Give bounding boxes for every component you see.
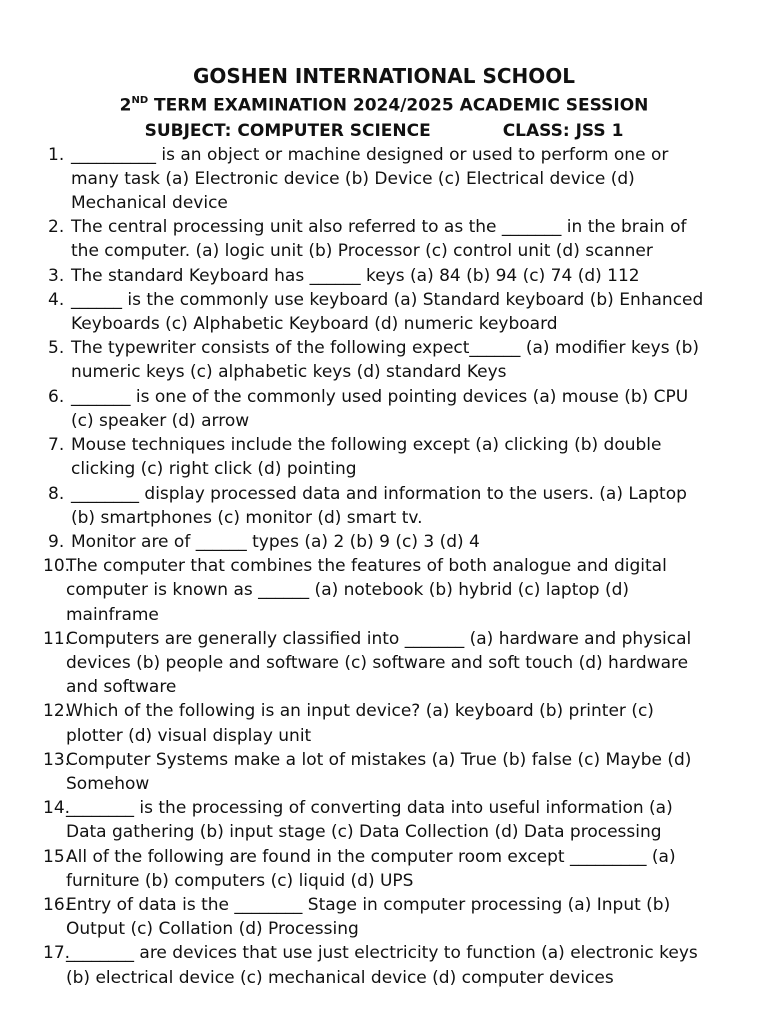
question-item	[0, 215, 768, 263]
term-suffix: ND	[131, 95, 149, 106]
question-text: Computer Systems make a lot of mistakes (a) True (b) false (c) Maybe (d) Somehow	[66, 749, 692, 794]
question-number: 10.	[43, 556, 71, 577]
question-number: 17.	[43, 943, 71, 964]
subject-class-row	[0, 119, 768, 143]
question-number: 13.	[43, 749, 71, 770]
question-text: ________ display processed data and information to the users. (a) Laptop (b) smartphones (c) monitor (d) smart tv.	[71, 483, 687, 528]
question-item	[0, 748, 768, 796]
question-number: 8.	[48, 483, 65, 504]
question-item	[0, 530, 768, 554]
question-text: Mouse techniques include the following except (a) clicking (b) double clicking (c) right click (d) pointing	[71, 435, 662, 480]
question-number: 2.	[48, 217, 65, 238]
question-text: Computers are generally classified into _______ (a) hardware and physical devices (b) people and software (c) software and soft touch (d) hardware and software	[66, 628, 692, 698]
question-item	[0, 796, 768, 844]
question-item	[0, 482, 768, 530]
question-item	[0, 554, 768, 627]
question-item	[0, 264, 768, 288]
question-number: 11.	[43, 628, 71, 649]
term-rest: TERM EXAMINATION 2024/2025 ACADEMIC SESSION	[148, 95, 649, 116]
question-text: The standard Keyboard has ______ keys (a) 84 (b) 94 (c) 74 (d) 112	[71, 265, 640, 286]
question-number: 5.	[48, 338, 65, 359]
question-text: _______ is one of the commonly used pointing devices (a) mouse (b) CPU (c) speaker (d) arrow	[71, 386, 689, 431]
question-item	[0, 699, 768, 747]
question-number: 15.	[43, 846, 71, 867]
question-item	[0, 845, 768, 893]
exam-title	[0, 89, 768, 119]
question-number: 12.	[43, 701, 71, 722]
question-number: 3.	[48, 265, 65, 286]
question-item	[0, 433, 768, 481]
question-number: 6.	[48, 386, 65, 407]
question-number: 9.	[48, 531, 65, 552]
question-text: ________ are devices that use just electricity to function (a) electronic keys (b) electrical device (c) mechanical device (d) computer devices	[66, 943, 698, 988]
question-item	[0, 627, 768, 700]
term-ordinal: 2	[119, 95, 132, 116]
question-text: All of the following are found in the computer room except _________ (a) furniture (b) computers (c) liquid (d) UPS	[66, 846, 676, 891]
question-item	[0, 941, 768, 989]
question-text: ______ is the commonly use keyboard (a) Standard keyboard (b) Enhanced Keyboards (c) Alphabetic Keyboard (d) numeric keyboard	[71, 289, 704, 335]
question-text: The central processing unit also referred to as the _______ in the brain of the computer. (a) logic unit (b) Processor (c) control unit (d) scanner	[71, 217, 687, 262]
subject-label: SUBJECT: COMPUTER SCIENCE	[144, 120, 431, 141]
question-text: The typewriter consists of the following expect______ (a) modifier keys (b) numeric keys (c) alphabetic keys (d) standard Keys	[71, 338, 700, 383]
question-item	[0, 336, 768, 384]
question-list	[0, 143, 768, 990]
question-number: 1.	[48, 144, 65, 165]
question-item	[0, 143, 768, 216]
question-text: Entry of data is the ________ Stage in computer processing (a) Input (b) Output (c) Collation (d) Processing	[66, 894, 671, 940]
question-text: Which of the following is an input device? (a) keyboard (b) printer (c) plotter (d) visual display unit	[66, 701, 654, 746]
class-label: CLASS: JSS 1	[502, 120, 624, 141]
question-number: 14.	[43, 798, 71, 819]
question-number: 16.	[43, 894, 71, 915]
school-name: GOSHEN INTERNATIONAL SCHOOL	[192, 64, 576, 88]
question-item	[0, 288, 768, 336]
question-item	[0, 385, 768, 433]
question-item	[0, 893, 768, 941]
question-number: 4.	[48, 289, 65, 310]
question-text: The computer that combines the features of both analogue and digital computer is known as ______ (a) notebook (b) hybrid (c) laptop (d) mainframe	[66, 556, 667, 625]
question-text: Monitor are of ______ types (a) 2 (b) 9 (c) 3 (d) 4	[71, 531, 480, 552]
question-text: __________ is an object or machine designed or used to perform one or many task (a) Electronic device (b) Device (c) Electrical device (d) Mechanical device	[71, 144, 669, 214]
question-text: ________ is the processing of converting data into useful information (a) Data gathering (b) input stage (c) Data Collection (d) Data processing	[66, 798, 673, 843]
question-number: 7.	[48, 435, 65, 456]
